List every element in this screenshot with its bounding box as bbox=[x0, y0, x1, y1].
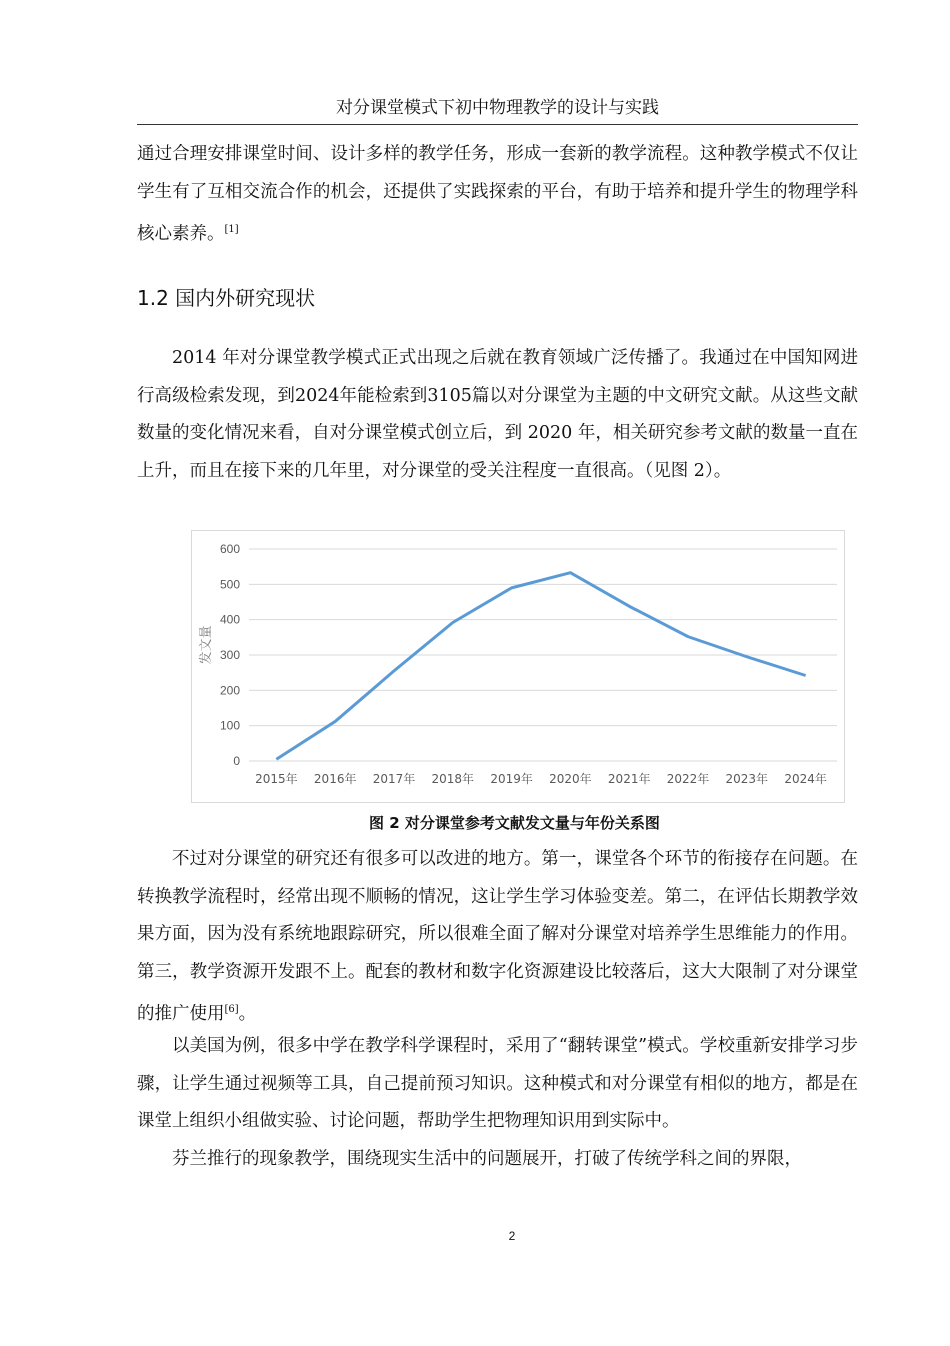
figure-caption: 图 2 对分课堂参考文献发文量与年份关系图 bbox=[369, 814, 660, 832]
paragraph: 以美国为例，很多中学在教学科学课程时，采用了“翻转课堂”模式。学校重新安排学习步骤，让学生通过视频等工具，自己提前预习知识。这种模式和对分课堂有相似的地方，都是在课堂上组织小组做实验、讨论问题，帮助学生把物理知识用到实际中。 bbox=[137, 1036, 858, 1132]
paragraph-text: 通过合理安排课堂时间、设计多样的教学任务，形成一套新的教学流程。这种教学模式不仅让学生有了互相交流合作的机会，还提供了实践探索的平台，有助于培养和提升学生的物理学科核心素养。 bbox=[137, 144, 858, 245]
x-tick-label: 2015年 bbox=[255, 772, 298, 786]
y-tick-label: 500 bbox=[219, 577, 240, 592]
citation: [6] bbox=[224, 1004, 239, 1016]
citation: [1] bbox=[224, 224, 239, 236]
paragraph bbox=[137, 841, 858, 1034]
chart-svg bbox=[192, 531, 844, 802]
y-tick-label: 600 bbox=[219, 542, 240, 556]
y-tick-label: 0 bbox=[233, 754, 240, 768]
y-tick-label: 400 bbox=[219, 612, 240, 627]
paragraph-text: 。 bbox=[238, 1004, 257, 1025]
y-tick-label: 200 bbox=[219, 683, 240, 698]
x-tick-label: 2016年 bbox=[313, 772, 357, 786]
paragraph: 2014 年对分课堂教学模式正式出现之后就在教育领域广泛传播了。我通过在中国知网进行高级检索发现，到2024年能检索到3105篇以对分课堂为主题的中文研究文献。从这些文献数量的变化情况来看，自对分课堂模式创立后，到 2020 年，相关研究参考文献的数量一直在上升，而且在接下来的几年里，对分课堂的受关注程度一直很高。（见图 2）。 bbox=[137, 348, 858, 481]
x-tick-label: 2022年 bbox=[666, 772, 710, 786]
y-axis-label: 发文量 bbox=[199, 625, 214, 665]
paragraph-text: 不过对分课堂的研究还有很多可以改进的地方。第一，课堂各个环节的衔接存在问题。在转换教学流程时，经常出现不顺畅的情况，这让学生学习体验变差。第二，在评估长期教学效果方面，因为没有系统地跟踪研究，所以很难全面了解对分课堂对培养学生思维能力的作用。第三，教学资源开发跟不上。配套的教材和数字化资源建设比较落后，这大大限制了对分课堂的推广使用 bbox=[137, 849, 858, 1025]
running-header: 对分课堂模式下初中物理教学的设计与实践 bbox=[137, 93, 858, 125]
x-tick-label: 2019年 bbox=[490, 772, 533, 786]
paragraph bbox=[137, 136, 858, 254]
x-tick-label: 2018年 bbox=[431, 772, 475, 786]
x-tick-label: 2020年 bbox=[549, 772, 592, 786]
paragraph: 芬兰推行的现象教学，围绕现实生活中的问题展开，打破了传统学科之间的界限， bbox=[172, 1149, 802, 1169]
line-chart bbox=[191, 530, 845, 803]
x-tick-label: 2017年 bbox=[372, 772, 416, 786]
y-tick-label: 300 bbox=[219, 648, 240, 662]
x-tick-label: 2021年 bbox=[607, 772, 651, 786]
x-tick-label: 2023年 bbox=[725, 772, 769, 786]
series-line bbox=[276, 573, 805, 760]
section-heading: 1.2 国内外研究现状 bbox=[137, 286, 316, 310]
y-tick-label: 100 bbox=[219, 718, 240, 733]
x-tick-label: 2024年 bbox=[784, 772, 827, 786]
page-number: 2 bbox=[508, 1229, 516, 1243]
